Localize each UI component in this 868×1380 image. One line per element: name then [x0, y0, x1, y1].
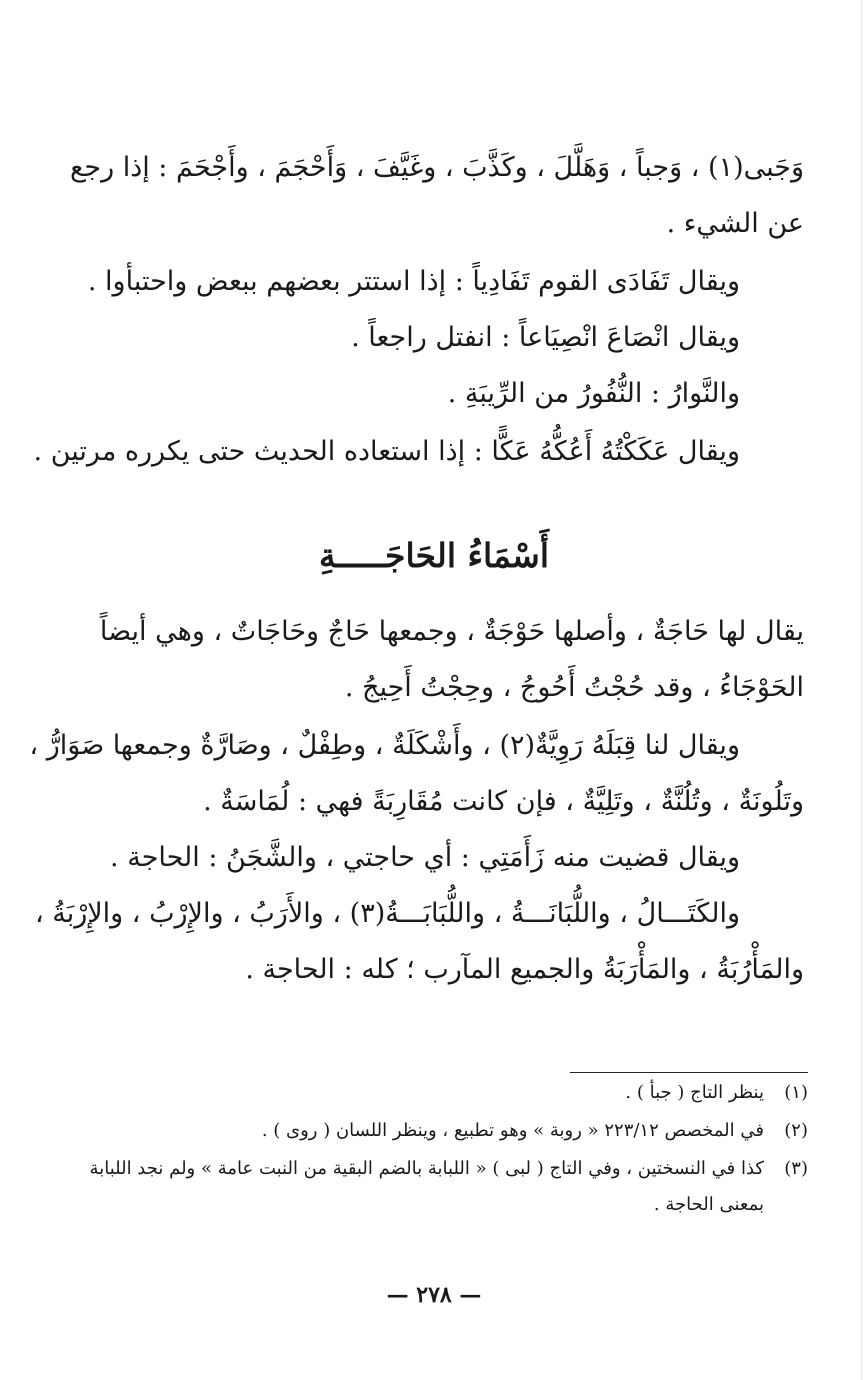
- text-line: والكَتَـــالُ ، واللُّبَانَـــةُ ، واللُّبَابَـــةُ(٣) ، والأَرَبُ ، والإِرْبُ ، والإِرْبَةُ ،: [34, 898, 740, 929]
- text-line: والنَّوارُ : النُّفُورُ من الرِّيبَةِ .: [447, 378, 740, 409]
- text-line: الحَوْجَاءُ ، وقد حُجْتُ أَحُوجُ ، وحِجْتُ أَحِيجُ .: [344, 672, 804, 703]
- footnote-text: ينظر التاج ( جبأ ) .: [625, 1082, 764, 1103]
- footnote-text: في المخصص ٢٢٣/١٢ « روبة » وهو تطبيع ، وينظر اللسان ( روى ) .: [261, 1120, 764, 1141]
- footnote-number: (٣): [784, 1158, 808, 1179]
- section-heading: أَسْمَاءُ الحَاجَـــــةِ: [319, 536, 549, 575]
- text-line: ويقال لنا قِبَلَهُ رَوِيَّةٌ(٢) ، وأَشْكَلَةٌ ، وطِفْلٌ ، وصَارَّةٌ وجمعها صَوَارُّ ،: [29, 730, 740, 761]
- text-line: ويقال تَفَادَى القوم تَفَادِياً : إذا استتر بعضهم ببعض واحتبأوا .: [87, 266, 740, 297]
- text-line: ويقال انْصَاعَ انْصِيَاعاً : انفتل راجعاً .: [351, 322, 740, 353]
- text-line: وَجَبى(١) ، وَجباً ، وَهَلَّلَ ، وكَذَّبَ ، وغَيَّفَ ، وَأَحْجَمَ ، وأَجْحَمَ : إذا رجع: [70, 152, 804, 183]
- footnote-divider: [570, 1072, 808, 1073]
- footnote: [58, 1154, 808, 1184]
- text-line: عن الشيء .: [666, 208, 804, 239]
- footnote-continuation: بمعنى الحاجة .: [653, 1194, 764, 1215]
- footnote-number: (١): [784, 1082, 808, 1103]
- footnote-number: (٢): [784, 1120, 808, 1141]
- text-line: يقال لها حَاجَةٌ ، وأصلها حَوْجَةٌ ، وجمعها حَاجٌ وحَاجَاتٌ ، وهي أيضاً: [99, 616, 804, 647]
- text-line: ويقال عَكَكْتُهُ أَعُكُّهُ عَكًّا : إذا استعاده الحديث حتى يكرره مرتين .: [33, 436, 740, 467]
- footnote: [58, 1078, 808, 1108]
- footnote-text: كذا في النسختين ، وفي التاج ( لبى ) « اللبابة بالضم البقية من النبت عامة » ولم نجد اللبابة: [89, 1158, 764, 1179]
- text-line: ويقال قضيت منه زَأَمَتِي : أي حاجتي ، والشَّجَنُ : الحاجة .: [110, 842, 740, 873]
- footnote: [58, 1116, 808, 1146]
- page-edge: [861, 0, 862, 1380]
- page-number: — ٢٧٨ —: [386, 1282, 482, 1308]
- text-line: والمَأْرُبَةُ ، والمَأْرَبَةُ والجميع المآرب ؛ كله : الحاجة .: [245, 954, 804, 985]
- text-line: وتَلُونَةٌ ، وتُلُنَّةٌ ، وتَلِيَّةٌ ، فإن كانت مُقَارِبَةً فهي : لُمَاسَةٌ .: [203, 786, 804, 817]
